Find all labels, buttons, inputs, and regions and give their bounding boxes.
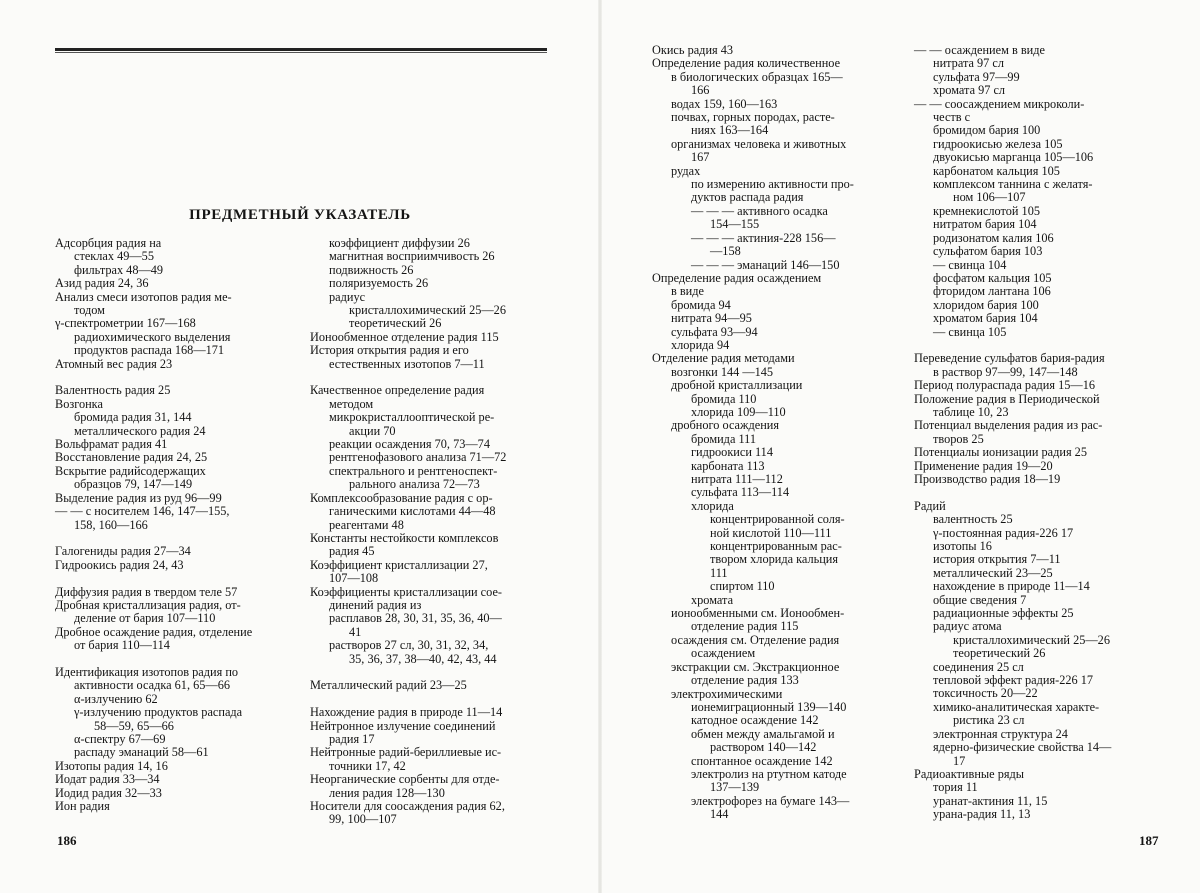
index-entry: Ион радия: [55, 799, 110, 813]
index-subentry: дробной кристаллизации: [671, 378, 803, 393]
index-entry: Азид радия 24, 36: [55, 276, 149, 291]
index-column-4: [914, 44, 1154, 822]
index-subentry: 99, 100—107: [329, 812, 397, 827]
index-entry: Радиоактивные ряды: [914, 766, 1025, 781]
index-subentry: 144: [710, 807, 729, 822]
index-subentry: комплексом таннина с желатя-: [933, 177, 1093, 192]
index-subentry: — свинца 105: [933, 324, 1007, 339]
index-subentry: 35, 36, 37, 38—40, 42, 43, 44: [349, 651, 497, 666]
index-subentry: осаждения см. Отделение радия: [671, 632, 840, 647]
index-entry: Иодид радия 32—33: [55, 785, 162, 800]
index-subentry: концентрированной соля-: [710, 512, 845, 527]
index-subentry: нитрата 97 сл: [933, 56, 1004, 71]
index-entry: Металлический радий 23—25: [310, 678, 467, 693]
index-entry: Ионообменное отделение радия 115: [310, 329, 499, 344]
index-entry: — — с носителем 146, 147—155,: [55, 504, 230, 519]
index-subentry: спектрального и рентгеноспект-: [329, 463, 498, 478]
index-subentry: электрохимическими: [671, 686, 783, 701]
index-subentry: хлорида 94: [671, 337, 730, 352]
index-subentry: естественных изотопов 7—11: [329, 356, 485, 371]
index-subentry: гидроокисью железа 105: [933, 136, 1063, 151]
index-entry: Коэффициент кристаллизации 27,: [310, 557, 488, 572]
index-subentry: рентгенофазового анализа 71—72: [329, 450, 507, 465]
index-subentry: урана-радия 11, 13: [933, 807, 1031, 822]
index-subentry: уранат-актиния 11, 15: [933, 793, 1048, 808]
index-subentry: сульфата 113—114: [691, 485, 790, 500]
index-entry: Комплексообразование радия с ор-: [310, 490, 493, 505]
index-entry: Гидроокись радия 24, 43: [55, 557, 184, 572]
index-subentry: раствором 140—142: [710, 740, 817, 755]
index-entry: Применение радия 19—20: [914, 458, 1053, 473]
index-subentry: дуктов распада радия: [691, 190, 804, 205]
header-rule: [55, 48, 547, 54]
index-subentry: 154—155: [710, 217, 760, 232]
index-entry: Качественное определение радия: [310, 383, 485, 398]
index-subentry: по измерению активности про-: [691, 177, 854, 192]
index-subentry: акции 70: [349, 423, 396, 438]
page-number-right: 187: [1139, 833, 1159, 848]
index-subentry: рудах: [671, 163, 701, 178]
entry-gap: [310, 693, 555, 706]
index-subentry: 166: [691, 83, 710, 98]
index-entry: Переведение сульфатов бария-радия: [914, 351, 1105, 366]
index-column-3: [652, 44, 900, 822]
index-subentry: бромида 110: [691, 391, 757, 406]
index-subentry: таблице 10, 23: [933, 404, 1009, 419]
index-subentry: подвижность 26: [329, 262, 414, 277]
index-subentry: поляризуемость 26: [329, 276, 429, 291]
index-subentry: организмах человека и животных: [671, 136, 847, 151]
index-subentry: хлоридом бария 100: [933, 297, 1039, 312]
index-entry: Дробное осаждение радия, отделение: [55, 624, 253, 639]
index-subentry: дробного осаждения: [671, 418, 780, 433]
index-subentry: точники 17, 42: [329, 758, 406, 773]
index-subentry: фильтрах 48—49: [74, 262, 164, 277]
index-subentry: кристаллохимический 25—26: [349, 303, 506, 318]
index-entry: Анализ смеси изотопов радия ме-: [55, 289, 232, 304]
index-subentry: обмен между амальгамой и: [691, 726, 835, 741]
index-subentry: ристика 23 сл: [953, 713, 1025, 728]
index-subentry: отделение радия 133: [691, 673, 799, 688]
index-subentry: фторидом лантана 106: [933, 284, 1051, 299]
index-entry: Носители для соосаждения радия 62,: [310, 799, 505, 814]
index-subentry: ионообменными см. Ионообмен-: [671, 606, 845, 621]
index-subentry: нитрата 111—112: [691, 472, 783, 486]
index-entry: Иодат радия 33—34: [55, 772, 160, 787]
index-subentry: бромида радия 31, 144: [74, 410, 192, 425]
index-subentry: творов 25: [933, 431, 984, 446]
index-subentry: тодом: [74, 303, 105, 318]
index-subentry: α-спектру 67—69: [74, 731, 166, 746]
index-subentry: образцов 79, 147—149: [74, 477, 193, 492]
index-subentry: 167: [691, 150, 710, 165]
index-subentry: — — — эманаций 146—150: [691, 257, 840, 272]
index-subentry: двуокисью марганца 105—106: [933, 150, 1094, 165]
index-subentry: изотопы 16: [933, 539, 992, 553]
index-entry: Диффузия радия в твердом теле 57: [55, 584, 238, 599]
index-subentry: металлический 23—25: [933, 565, 1053, 580]
right-page: [600, 0, 1200, 893]
index-subentry: бромида 111: [691, 431, 757, 446]
index-entry: Изотопы радия 14, 16: [55, 758, 168, 773]
index-subentry: сульфата 93—94: [671, 324, 758, 339]
index-subentry: в биологических образцах 165—: [671, 69, 843, 84]
index-subentry: электрофорез на бумаге 143—: [691, 793, 850, 808]
entry-gap: [55, 653, 300, 666]
index-subentry: токсичность 20—22: [933, 686, 1038, 701]
index-entry: История открытия радия и его: [310, 343, 469, 358]
index-heading: ПРЕДМЕТНЫЙ УКАЗАТЕЛЬ: [189, 207, 411, 223]
index-subentry: — — — актиния-228 156—: [691, 230, 836, 245]
index-subentry: γ-излучению продуктов распада: [74, 705, 243, 720]
index-entry: Потенциал выделения радия из рас-: [914, 418, 1103, 433]
index-subentry: —158: [710, 244, 741, 259]
index-subentry: расплавов 28, 30, 31, 35, 36, 40—: [329, 611, 502, 626]
index-subentry: тория 11: [933, 780, 978, 795]
index-entry: Выделение радия из руд 96—99: [55, 490, 222, 505]
index-entry: Отделение радия методами: [652, 351, 795, 366]
index-entry: Дробная кристаллизация радия, от-: [55, 597, 241, 612]
index-subentry: стеклах 49—55: [74, 249, 154, 264]
index-subentry: теоретический 26: [349, 316, 442, 331]
index-subentry: карбонатом кальция 105: [933, 163, 1060, 178]
index-subentry: магнитная восприимчивость 26: [329, 249, 495, 264]
index-subentry: родизонатом калия 106: [933, 230, 1054, 245]
index-subentry: бромида 94: [671, 297, 731, 312]
index-subentry: ядерно-физические свойства 14—: [933, 740, 1112, 755]
index-subentry: радиус атома: [933, 619, 1002, 634]
index-subentry: ления радия 128—130: [329, 785, 445, 800]
index-subentry: нитратом бария 104: [933, 217, 1037, 232]
index-entry: Окись радия 43: [652, 43, 734, 57]
index-subentry: концентрированным рас-: [710, 539, 842, 554]
index-subentry: радиационные эффекты 25: [933, 606, 1074, 621]
index-entry: Идентификация изотопов радия по: [55, 664, 239, 679]
index-subentry: ганическими кислотами 44—48: [329, 504, 496, 519]
index-entry: Потенциалы ионизации радия 25: [914, 445, 1087, 460]
index-entry: Определение радия количественное: [652, 56, 841, 71]
index-subentry: радиус: [329, 289, 366, 304]
index-entry: Восстановление радия 24, 25: [55, 450, 208, 465]
index-subentry: α-излучению 62: [74, 691, 158, 706]
index-subentry: 17: [953, 753, 966, 768]
index-subentry: экстракции см. Экстракционное: [671, 659, 840, 674]
index-entry: — — осаждением в виде: [914, 43, 1045, 57]
index-subentry: хроматом бария 104: [933, 311, 1038, 326]
index-subentry: коэффициент диффузии 26: [329, 236, 470, 250]
index-subentry: общие сведения 7: [933, 592, 1027, 607]
index-subentry: почвах, горных породах, расте-: [671, 110, 835, 125]
index-subentry: история открытия 7—11: [933, 552, 1061, 567]
index-subentry: 107—108: [329, 571, 379, 586]
index-entry: Нейтронное излучение соединений: [310, 718, 496, 733]
index-subentry: хлорида: [691, 498, 734, 513]
index-entry: Коэффициенты кристаллизации сое-: [310, 584, 502, 599]
index-subentry: возгонки 144 —145: [671, 364, 774, 379]
index-entry: Вскрытие радийсодержащих: [55, 463, 206, 478]
index-entry: Производство радия 18—19: [914, 471, 1061, 486]
index-subentry: методом: [329, 396, 374, 411]
index-subentry: 58—59, 65—66: [94, 718, 174, 733]
index-subentry: реакции осаждения 70, 73—74: [329, 437, 490, 452]
index-subentry: деление от бария 107—110: [74, 611, 216, 626]
index-subentry: электронная структура 24: [933, 726, 1068, 741]
index-subentry: спиртом 110: [710, 579, 775, 594]
index-subentry: гидроокиси 114: [691, 445, 773, 460]
index-subentry: нахождение в природе 11—14: [933, 579, 1090, 594]
index-subentry: растворов 27 сл, 30, 31, 32, 34,: [329, 638, 489, 653]
index-subentry: отделение радия 115: [691, 619, 799, 634]
index-subentry: металлического радия 24: [74, 423, 206, 438]
entry-gap: [310, 371, 555, 384]
index-subentry: — свинца 104: [933, 257, 1007, 272]
index-subentry: продуктов распада 168—171: [74, 343, 225, 358]
index-entry: Период полураспада радия 15—16: [914, 378, 1096, 393]
index-subentry: валентность 25: [933, 512, 1013, 527]
index-subentry: радиохимического выделения: [74, 329, 231, 344]
index-subentry: 41: [349, 624, 362, 639]
index-subentry: реагентами 48: [329, 517, 404, 532]
index-subentry: от бария 110—114: [74, 638, 170, 653]
index-subentry: ной кислотой 110—111: [710, 525, 832, 540]
index-subentry: теоретический 26: [953, 646, 1046, 661]
index-subentry: в раствор 97—99, 147—148: [933, 364, 1078, 379]
index-entry: Галогениды радия 27—34: [55, 544, 191, 559]
index-subentry: химико-аналитическая характе-: [933, 699, 1100, 714]
index-entry: Возгонка: [55, 396, 103, 411]
index-entry: Константы нестойкости комплексов: [310, 530, 499, 545]
index-subentry: сульфатом бария 103: [933, 244, 1043, 259]
index-subentry: водах 159, 160—163: [671, 96, 778, 111]
index-subentry: карбоната 113: [691, 458, 765, 473]
entry-gap: [55, 371, 300, 384]
index-entry: Определение радия осаждением: [652, 270, 822, 285]
index-entry: Адсорбция радия на: [55, 236, 162, 250]
index-subentry: 158, 160—166: [74, 517, 148, 532]
index-subentry: кристаллохимический 25—26: [953, 632, 1110, 647]
index-subentry: нитрата 94—95: [671, 311, 752, 326]
page-number-left: 186: [57, 833, 77, 848]
index-subentry: радия 45: [329, 544, 375, 559]
index-subentry: электролиз на ртутном катоде: [691, 766, 847, 781]
index-subentry: катодное осаждение 142: [691, 713, 819, 728]
index-subentry: осаждением: [691, 646, 756, 661]
index-column-1: [55, 237, 300, 813]
index-subentry: тепловой эффект радия-226 17: [933, 673, 1094, 688]
entry-gap: [914, 486, 1154, 499]
index-entry: Положение радия в Периодической: [914, 391, 1100, 406]
index-subentry: распаду эманаций 58—61: [74, 745, 209, 760]
index-subentry: хромата 97 сл: [933, 83, 1006, 98]
index-column-2: [310, 237, 555, 827]
index-entry: — — соосаждением микроколи-: [914, 96, 1085, 111]
index-subentry: 111: [710, 565, 728, 580]
index-subentry: твором хлорида кальция: [710, 552, 839, 567]
index-subentry: микрокристаллооптической ре-: [329, 410, 495, 425]
index-subentry: 137—139: [710, 780, 760, 795]
index-entry: Атомный вес радия 23: [55, 356, 173, 371]
entry-gap: [310, 666, 555, 679]
index-subentry: хромата: [691, 592, 734, 607]
index-entry: Нейтронные радий-бериллиевые ис-: [310, 745, 502, 760]
entry-gap: [914, 339, 1154, 352]
index-subentry: ионемиграционный 139—140: [691, 699, 847, 714]
index-subentry: сульфата 97—99: [933, 69, 1020, 84]
index-subentry: динений радия из: [329, 597, 422, 612]
index-subentry: в виде: [671, 284, 704, 299]
index-entry: Нахождение радия в природе 11—14: [310, 705, 503, 720]
entry-gap: [55, 572, 300, 585]
index-entry: γ-спектрометрии 167—168: [55, 316, 196, 331]
index-entry: Валентность радия 25: [55, 383, 171, 398]
index-subentry: рального анализа 72—73: [349, 477, 480, 492]
index-subentry: спонтанное осаждение 142: [691, 753, 833, 768]
index-entry: Радий: [914, 498, 946, 513]
index-subentry: активности осадка 61, 65—66: [74, 678, 230, 693]
index-entry: Неорганические сорбенты для отде-: [310, 772, 500, 787]
index-subentry: фосфатом кальция 105: [933, 270, 1052, 285]
index-entry: Вольфрамат радия 41: [55, 437, 168, 452]
index-subentry: — — — активного осадка: [691, 203, 828, 218]
book-spine: [598, 0, 602, 893]
index-subentry: соединения 25 сл: [933, 659, 1024, 674]
index-subentry: бромидом бария 100: [933, 123, 1041, 138]
index-subentry: ниях 163—164: [691, 123, 769, 138]
index-subentry: радия 17: [329, 731, 375, 746]
index-subentry: честв с: [933, 110, 971, 125]
index-subentry: кремнекислотой 105: [933, 203, 1040, 218]
entry-gap: [55, 532, 300, 545]
index-subentry: ном 106—107: [953, 190, 1026, 205]
index-subentry: γ-постоянная радия-226 17: [933, 525, 1074, 540]
index-subentry: хлорида 109—110: [691, 404, 786, 419]
